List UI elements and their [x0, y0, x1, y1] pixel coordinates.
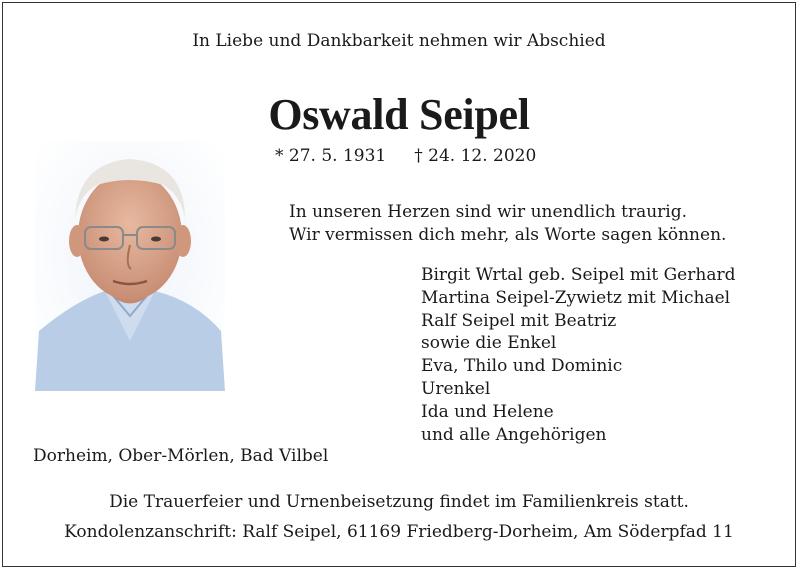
mourners-list — [421, 264, 735, 446]
mourner-line: Martina Seipel-Zywietz mit Michael — [421, 287, 731, 308]
mourner-line: Birgit Wrtal geb. Seipel mit Gerhard — [421, 265, 736, 285]
condolence-address: Kondolenzanschrift: Ralf Seipel, 61169 Friedberg-Dorheim, Am Söderpfad 11 — [64, 522, 734, 542]
mourner-line: Ralf Seipel mit Beatriz — [421, 310, 617, 331]
death-date: † 24. 12. 2020 — [414, 146, 537, 166]
mourner-line: Eva, Thilo und Dominic — [421, 356, 623, 377]
obituary-notice — [2, 2, 796, 567]
places-line: Dorheim, Ober-Mörlen, Bad Vilbel — [33, 446, 329, 466]
quote-line-1: In unseren Herzen sind wir unendlich traurig. — [289, 202, 688, 222]
mourner-line: und alle Angehörigen — [421, 424, 607, 445]
ceremony-note: Die Trauerfeier und Urnenbeisetzung findet im Familienkreis statt. — [109, 492, 689, 512]
birth-date: * 27. 5. 1931 — [275, 146, 387, 166]
intro-line: In Liebe und Dankbarkeit nehmen wir Abschied — [192, 31, 606, 51]
deceased-name: Oswald Seipel — [268, 90, 530, 139]
mourner-line: Ida und Helene — [421, 401, 554, 422]
life-dates — [275, 145, 536, 167]
quote-line-2: Wir vermissen dich mehr, als Worte sagen können. — [289, 225, 727, 245]
mourner-line: sowie die Enkel — [421, 333, 557, 354]
portrait-photo — [35, 141, 225, 391]
mourner-line: Urenkel — [421, 378, 491, 399]
